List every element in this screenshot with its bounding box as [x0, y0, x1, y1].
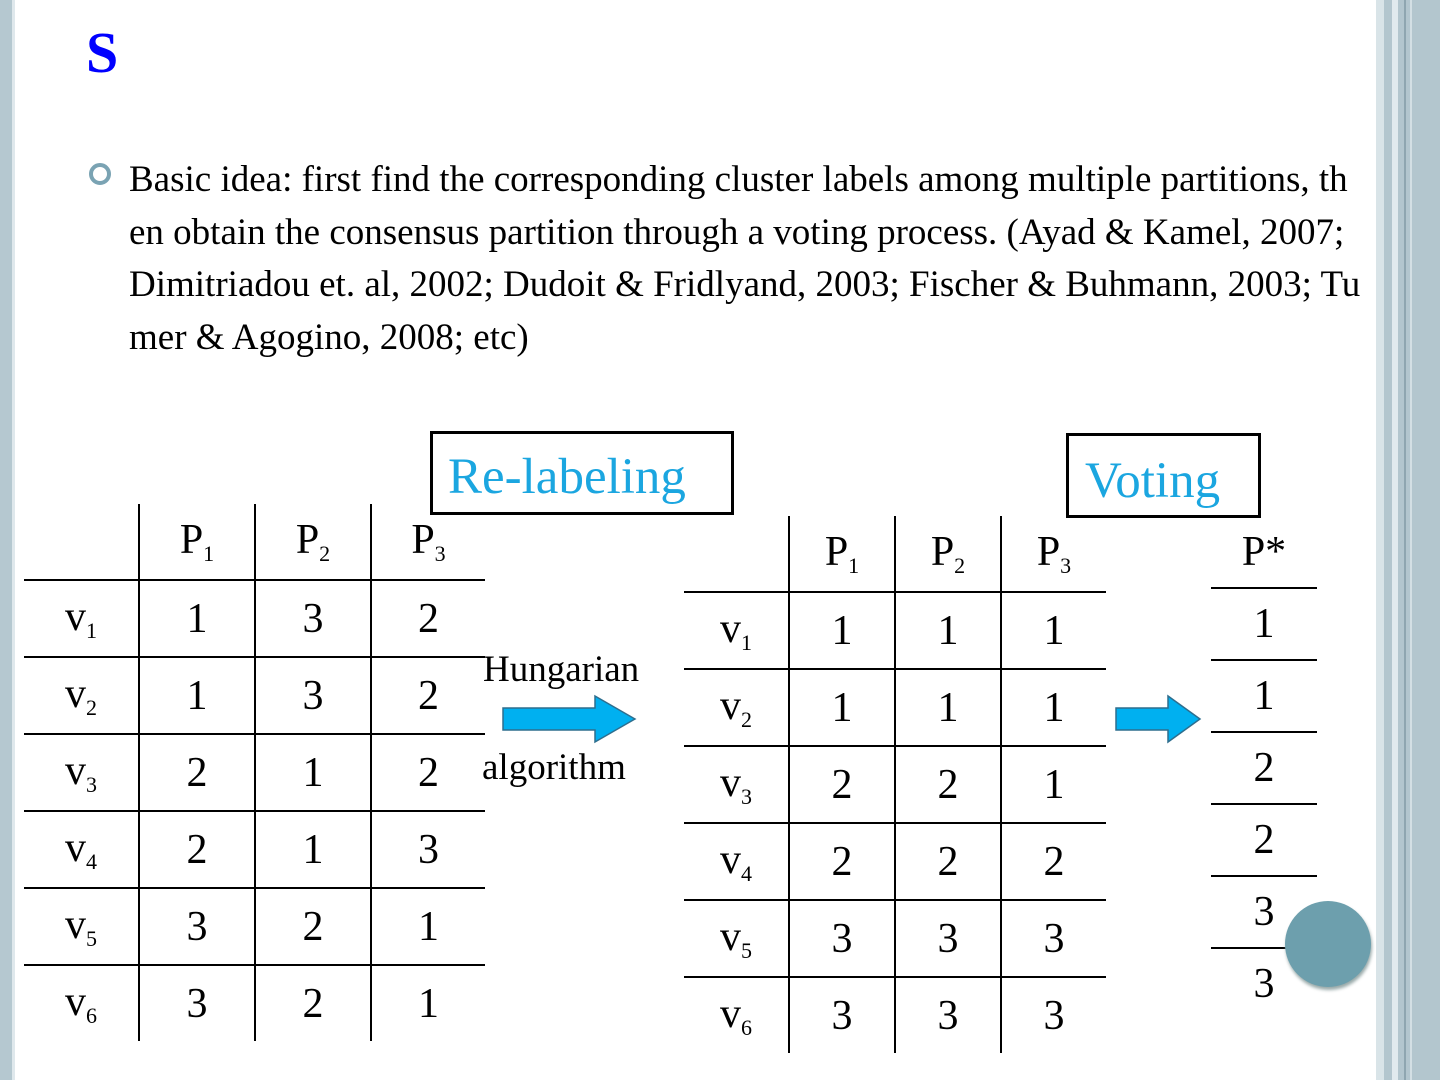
row-label: $v_4$: [684, 823, 789, 900]
table-cell: 2: [255, 888, 371, 965]
table-cell: 2: [1211, 732, 1317, 804]
table-header-row: [1211, 516, 1317, 588]
column-header: $P_2$: [895, 516, 1001, 592]
table-cell: 3: [895, 900, 1001, 977]
table-cell: 3: [895, 977, 1001, 1053]
table-row: [684, 592, 1106, 669]
row-label: $v_1$: [24, 580, 139, 657]
table-cell: 3: [789, 900, 895, 977]
table-cell: 2: [789, 746, 895, 823]
table-cell: 3: [1043, 992, 1065, 1039]
table-cell: 3: [139, 888, 255, 965]
table-row: [1211, 732, 1317, 804]
voting-box: [1066, 433, 1261, 518]
table-cell: 3: [139, 965, 255, 1041]
table-cell: 1: [789, 669, 895, 746]
row-label: $v_3$: [24, 734, 139, 811]
table-cell: 2: [1211, 804, 1317, 876]
table-cell: 1: [255, 811, 371, 888]
table-row: [24, 888, 485, 965]
table-cell: 1: [1001, 592, 1106, 669]
table-cell: 2: [139, 811, 255, 888]
table-cell: 1: [789, 592, 895, 669]
right-frame-bar: [1376, 0, 1440, 1080]
table-cell: 1: [255, 734, 371, 811]
table-cell: 2: [1001, 823, 1106, 900]
bullet-text: Basic idea: first find the corresponding cluster labels among multiple partitions, then obtain the consensus partition through a voting process. (Ayad & Kamel, 2007; Dimitriadou et. al, 2002; Dudoit & Fridlyand, 2003; Fischer & Buhmann, 2003; Tumer & Agogino, 2008; etc): [129, 159, 1361, 358]
table-cell: 1: [1001, 669, 1106, 746]
row-label: $v_3$: [684, 746, 789, 823]
column-header: $P_2$: [255, 504, 371, 580]
table-row: [684, 900, 1106, 977]
table-cell: 2: [371, 580, 485, 657]
table-cell: 3: [1001, 900, 1106, 977]
table-cell: 1: [1001, 746, 1106, 823]
table-cell: 2: [371, 734, 485, 811]
table-row: [24, 580, 485, 657]
left-frame-bar: [0, 0, 12, 1080]
right-arrow-icon: [500, 694, 640, 746]
table-header-row: [24, 504, 485, 580]
table-cell: 3: [1253, 961, 1275, 1007]
original-partitions-table: [24, 504, 485, 1041]
column-header: $P_1$: [139, 504, 255, 580]
table-row: [684, 977, 1106, 1053]
row-label: $v_4$: [24, 811, 139, 888]
algorithm-label: algorithm: [482, 747, 626, 788]
table-row: [684, 669, 1106, 746]
row-label: $v_2$: [684, 669, 789, 746]
row-label: $v_6$: [24, 965, 139, 1041]
table-row: [24, 734, 485, 811]
table-cell: 2: [895, 746, 1001, 823]
decorative-circle: [1285, 901, 1371, 987]
table-cell: 2: [255, 965, 371, 1041]
table-row: [1211, 588, 1317, 660]
column-header: $P_3$: [1001, 516, 1106, 592]
table-row: [1211, 804, 1317, 876]
column-header: $P_1$: [789, 516, 895, 592]
table-cell: 3: [255, 657, 371, 734]
table-cell: 3: [371, 811, 485, 888]
column-header: $P_3$: [371, 504, 485, 580]
row-label: $v_2$: [24, 657, 139, 734]
table-cell: 2: [371, 657, 485, 734]
relabeling-label: Re-labeling: [448, 449, 686, 505]
table-cell: 1: [139, 657, 255, 734]
bullet-circle-icon: [89, 163, 111, 185]
table-cell: 2: [139, 734, 255, 811]
table-cell: 3: [1211, 876, 1317, 948]
table-row: [24, 657, 485, 734]
slide-title: S: [86, 20, 119, 85]
table-cell: 2: [789, 823, 895, 900]
table-cell: 1: [1211, 660, 1317, 732]
table-header-row: [684, 516, 1106, 592]
row-label: $v_6$: [684, 977, 789, 1053]
right-arrow-icon: [1113, 694, 1205, 746]
hungarian-label: Hungarian: [483, 649, 640, 690]
table-cell: 2: [895, 823, 1001, 900]
table-cell: 1: [895, 669, 1001, 746]
voting-label: Voting: [1085, 453, 1221, 509]
table-cell: 3: [789, 977, 895, 1053]
table-cell: 1: [895, 592, 1001, 669]
relabeling-box: [430, 431, 734, 515]
table-row: [684, 823, 1106, 900]
table-cell: 1: [1211, 588, 1317, 660]
table-cell: 3: [255, 580, 371, 657]
relabeled-partitions-table: [684, 516, 1106, 1053]
table-cell: 1: [371, 888, 485, 965]
row-label: $v_5$: [684, 900, 789, 977]
column-header: P*: [1211, 516, 1317, 588]
row-label: $v_1$: [684, 592, 789, 669]
table-row: [1211, 660, 1317, 732]
table-cell: 1: [418, 980, 439, 1027]
table-cell: 1: [139, 580, 255, 657]
table-row: [684, 746, 1106, 823]
table-row: [24, 965, 485, 1041]
row-label: $v_5$: [24, 888, 139, 965]
table-row: [24, 811, 485, 888]
left-frame-line: [12, 0, 15, 1080]
